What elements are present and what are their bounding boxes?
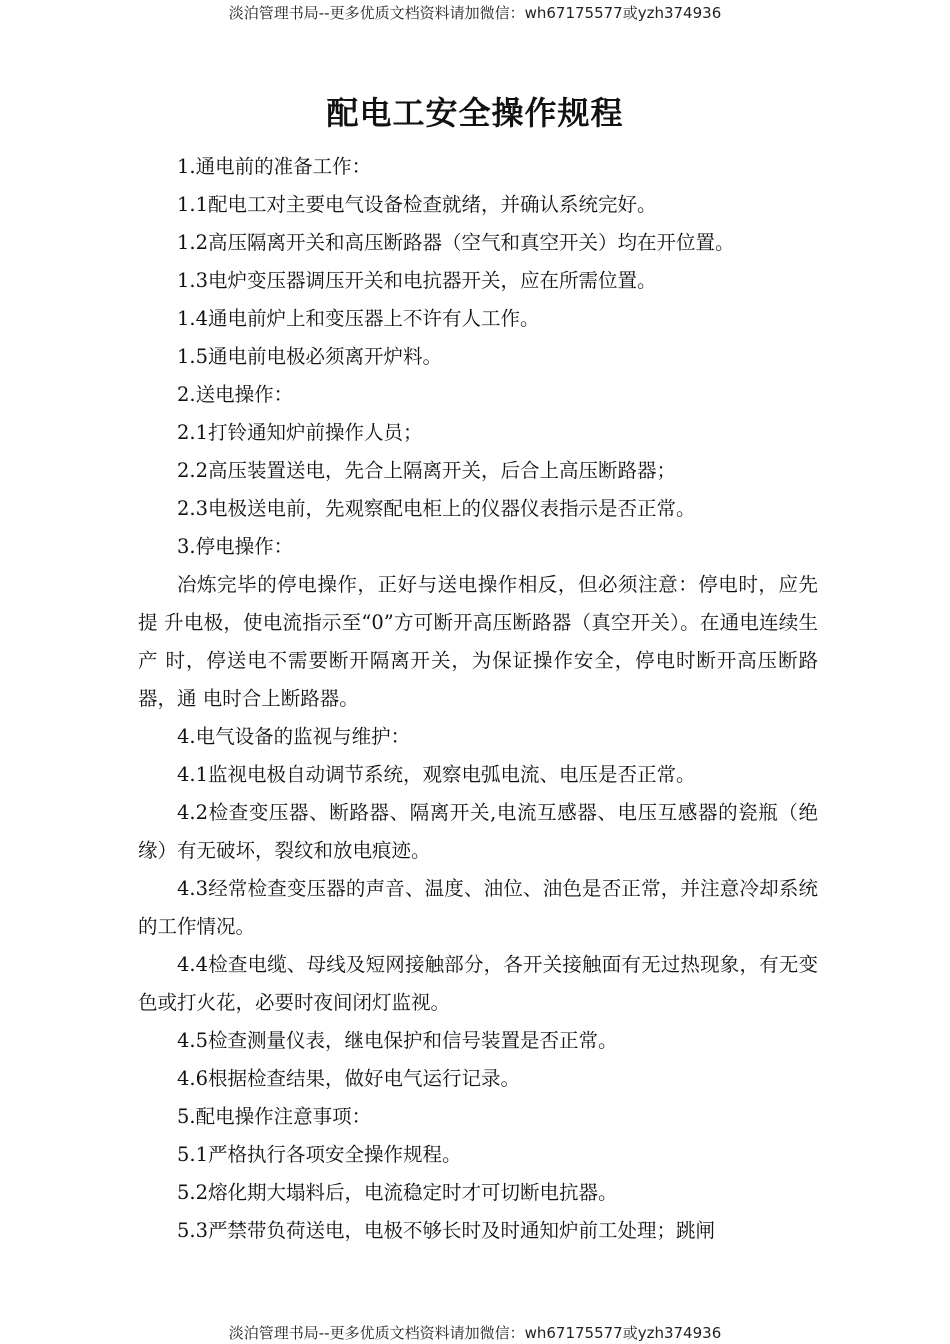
- paragraph: 冶炼完毕的停电操作，正好与送电操作相反，但必须注意：停电时，应先提 升电极，使电流指示至“0”方可断开高压断路器（真空开关）。在通电连续生产 时，停送电不需要断开隔离开关，为保证操作安全，停电时断开高压断路器，通 电时合上断路器。: [138, 573, 818, 710]
- paragraph: 1.3电炉变压器调压开关和电抗器开关，应在所需位置。: [177, 269, 657, 292]
- paragraph: 4.电气设备的监视与维护：: [177, 725, 411, 748]
- paragraph: 4.4检查电缆、母线及短网接触部分，各开关接触面有无过热现象，有无变色或打火花，必要时夜间闭灯监视。: [138, 953, 818, 1014]
- paragraph: 1.1配电工对主要电气设备检查就绪，并确认系统完好。: [177, 193, 657, 216]
- page-footer: 淡泊管理书局--更多优质文档资料请加微信：wh67175577或yzh374936: [228, 1324, 722, 1342]
- paragraph: 4.6根据检查结果，做好电气运行记录。: [177, 1067, 521, 1090]
- paragraph: 2.送电操作：: [177, 383, 294, 406]
- paragraph: 4.2检查变压器、断路器、隔离开关,电流互感器、电压互感器的瓷瓶（绝缘）有无破坏，裂纹和放电痕迹。: [138, 801, 818, 862]
- paragraph: 4.3经常检查变压器的声音、温度、油位、油色是否正常，并注意冷却系统的工作情况。: [138, 877, 818, 938]
- paragraph: 5.1严格执行各项安全操作规程。: [177, 1143, 462, 1166]
- paragraph: 5.配电操作注意事项：: [177, 1105, 372, 1128]
- paragraph: 2.1打铃通知炉前操作人员；: [177, 421, 423, 444]
- paragraph: 5.2熔化期大塌料后，电流稳定时才可切断电抗器。: [177, 1181, 618, 1204]
- document-body: [138, 148, 818, 1250]
- paragraph: 1.通电前的准备工作：: [177, 155, 372, 178]
- paragraph: 2.3电极送电前，先观察配电柜上的仪器仪表指示是否正常。: [177, 497, 696, 520]
- paragraph: 5.3严禁带负荷送电，电极不够长时及时通知炉前工处理；跳闸: [177, 1219, 716, 1242]
- paragraph: 1.5通电前电极必须离开炉料。: [177, 345, 443, 368]
- paragraph: 4.5检查测量仪表，继电保护和信号装置是否正常。: [177, 1029, 618, 1052]
- paragraph: 4.1监视电极自动调节系统，观察电弧电流、电压是否正常。: [177, 763, 696, 786]
- paragraph: 1.4通电前炉上和变压器上不许有人工作。: [177, 307, 540, 330]
- page-header: 淡泊管理书局--更多优质文档资料请加微信：wh67175577或yzh374936: [228, 4, 722, 22]
- paragraph: 1.2高压隔离开关和高压断路器（空气和真空开关）均在开位置。: [177, 231, 735, 254]
- paragraph: 3.停电操作：: [177, 535, 294, 558]
- paragraph: 2.2高压装置送电，先合上隔离开关，后合上高压断路器；: [177, 459, 677, 482]
- document-title: 配电工安全操作规程: [326, 94, 624, 132]
